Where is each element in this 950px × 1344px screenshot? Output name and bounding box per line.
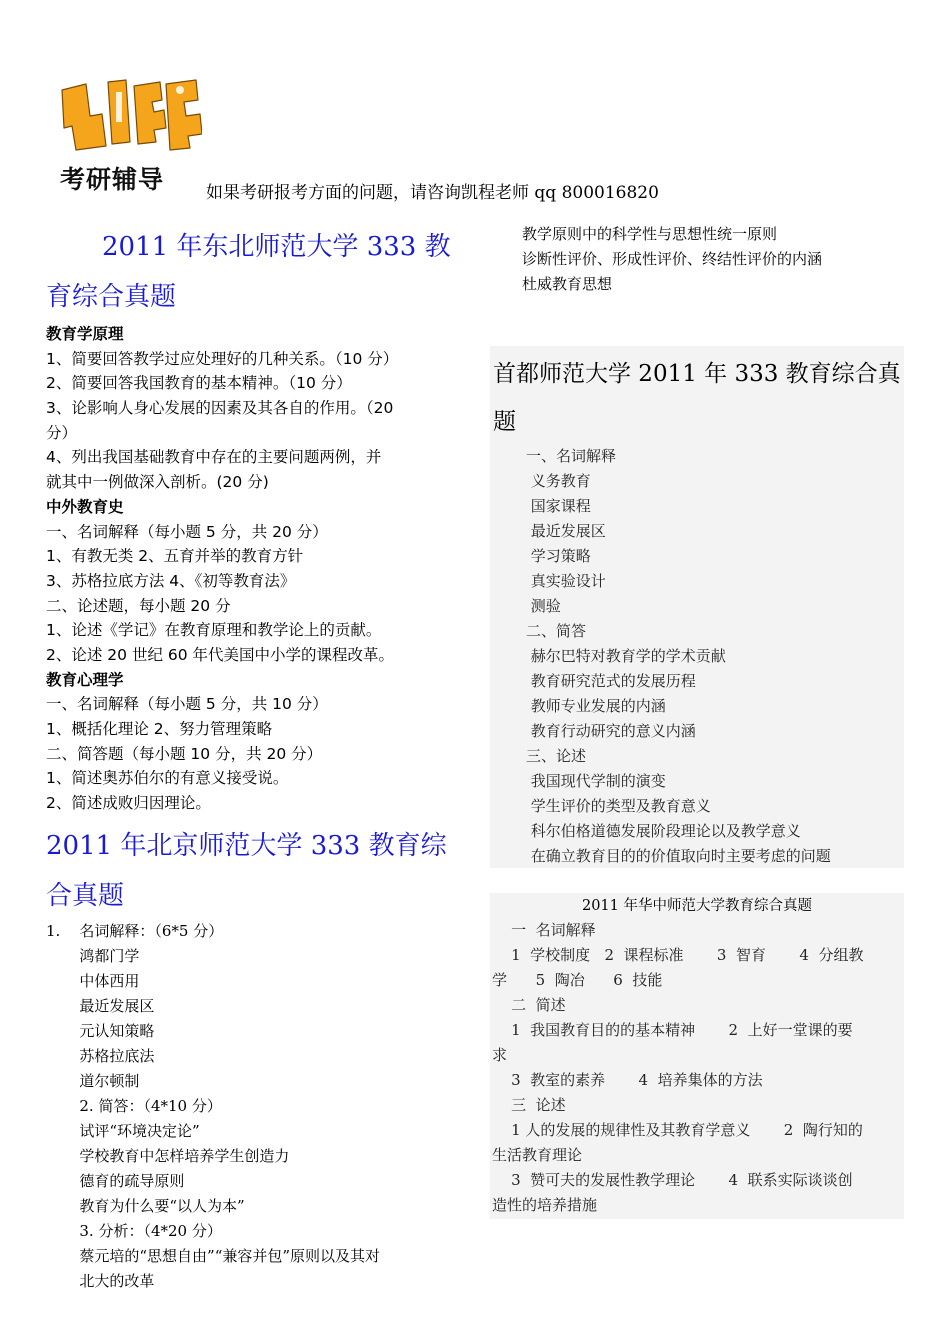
list-item: 二 简述 [492,996,566,1014]
list-item: 3 教室的素养 4 培养集体的方法 [492,1071,763,1089]
list-item: 教育行动研究的意义内涵 [526,722,696,740]
list-item: 中体西用 [46,972,140,990]
list-item: 最近发展区 [46,997,155,1015]
list-item: 1、论述《学记》在教育原理和教学论上的贡献。 [46,621,382,640]
list-item: 3. 分析：（4*20 分） [46,1222,222,1240]
contact-line: 如果考研报考方面的问题，请咨询凯程老师 qq 800016820 [206,183,659,203]
list-item: 学习策略 [526,547,591,565]
cnu-title-line1: 首都师范大学 2011 年 333 教育综合真 [493,361,901,387]
list-item: 教学原则中的科学性与思想性统一原则 [522,225,778,243]
list-item: 求 [492,1046,508,1064]
list-item: 我国现代学制的演变 [526,772,666,790]
list-item: 4、列出我国基础教育中存在的主要问题两例，并 [46,448,382,467]
list-item: 学 5 陶冶 6 技能 [492,971,663,989]
list-item: 二、简答 [526,622,587,640]
list-item: 3、论影响人身心发展的因素及其各自的作用。（20 [46,399,394,418]
nenu-title-line1: 2011 年东北师范大学 333 教 [102,232,451,262]
ccnu-title: 2011 年华中师范大学教育综合真题 [581,898,812,914]
list-item: 测验 [526,597,561,615]
logo-subtitle: 考研辅导 [60,165,165,194]
section-heading: 中外教育史 [46,497,124,516]
list-item: 二、论述题，每小题 20 分 [46,596,231,615]
kaicheng-logo [54,76,204,196]
list-item: 2、论述 20 世纪 60 年代美国中小学的课程改革。 [46,645,395,664]
list-item: 1、有教无类 2、五育并举的教育方针 [46,547,304,566]
cnu-question-list [526,444,831,869]
list-item: 1 人的发展的规律性及其教育学意义 2 陶行知的 [492,1121,863,1139]
section-heading: 教育学原理 [46,325,124,343]
ccnu-question-list [492,918,863,1218]
list-item: 教师专业发展的内涵 [526,697,666,715]
list-item: 试评“环境决定论” [46,1122,200,1140]
list-item: 真实验设计 [526,572,606,590]
list-item: 1、简要回答教学过应处理好的几种关系。（10 分） [46,349,399,368]
list-item: 德育的疏导原则 [46,1172,185,1190]
list-item: 2. 简答：（4*10 分） [46,1097,222,1115]
list-item: 1 学校制度 2 课程标准 3 智育 4 分组教 [492,946,864,964]
list-item: 三 论述 [492,1096,566,1114]
list-item: 一、名词解释 [526,447,617,465]
list-item: 二、简答题（每小题 10 分，共 20 分） [46,744,323,763]
list-item: 一、名词解释（每小题 5 分，共 10 分） [46,695,328,714]
list-item: 赫尔巴特对教育学的学术贡献 [526,647,726,665]
section-heading: 教育心理学 [46,670,124,689]
list-item: 生活教育理论 [492,1146,583,1164]
list-item: 杜威教育思想 [522,275,613,293]
list-item: 教育研究范式的发展历程 [526,672,696,690]
list-item: 苏格拉底法 [46,1047,155,1065]
list-item: 元认知策略 [46,1022,155,1040]
list-item: 3、苏格拉底方法 4、《初等教育法》 [46,571,296,590]
list-item: 最近发展区 [526,522,606,540]
list-item: 学校教育中怎样培养学生创造力 [46,1147,290,1165]
list-item: 就其中一例做深入剖析。(20 分) [46,473,269,492]
cnu-section [490,346,904,868]
nenu-title-line2: 育综合真题 [46,282,177,312]
list-item: 诊断性评价、形成性评价、终结性评价的内涵 [522,250,823,268]
list-item: 2、简要回答我国教育的基本精神。（10 分） [46,374,352,393]
list-item: 在确立教育目的的价值取向时主要考虑的问题 [526,847,831,865]
bnu-title-line1: 2011 年北京师范大学 333 教育综 [46,831,447,861]
list-item: 1 我国教育目的的基本精神 2 上好一堂课的要 [492,1021,853,1039]
list-item: 科尔伯格道德发展阶段理论以及教学意义 [526,822,801,840]
list-item: 教育为什么要“以人为本” [46,1197,245,1215]
cnu-title-line2: 题 [493,409,516,435]
list-item: 1、概括化理论 2、努力管理策略 [46,720,273,738]
list-item: 1、简述奥苏伯尔的有意义接受说。 [46,769,289,788]
list-item: 3 赞可夫的发展性教学理论 4 联系实际谈谈创 [492,1171,853,1189]
list-item: 道尔顿制 [46,1072,140,1090]
list-item: 北大的改革 [46,1272,155,1290]
list-item: 一、名词解释（每小题 5 分，共 20 分） [46,522,328,541]
list-item: 分） [46,423,78,442]
list-item: 三、论述 [526,747,587,765]
list-item: 蔡元培的“思想自由”“兼容并包”原则以及其对 [46,1247,381,1265]
list-item: 造性的培养措施 [492,1196,598,1214]
list-item: 国家课程 [526,497,591,515]
logo-mark-icon [56,76,202,154]
list-item: 学生评价的类型及教育意义 [526,797,711,815]
bnu-question-list [46,919,380,1294]
nenu-question-list [46,322,398,816]
list-item: 鸿都门学 [46,947,140,965]
bnu-title-line2: 合真题 [46,881,125,911]
list-item: 2、简述成败归因理论。 [46,794,211,813]
ccnu-section [490,893,904,1219]
bnu-continued-list [522,222,822,297]
list-item: 一 名词解释 [492,921,596,939]
list-item: 1. 名词解释：（6*5 分） [46,922,224,940]
list-item: 义务教育 [526,472,591,490]
